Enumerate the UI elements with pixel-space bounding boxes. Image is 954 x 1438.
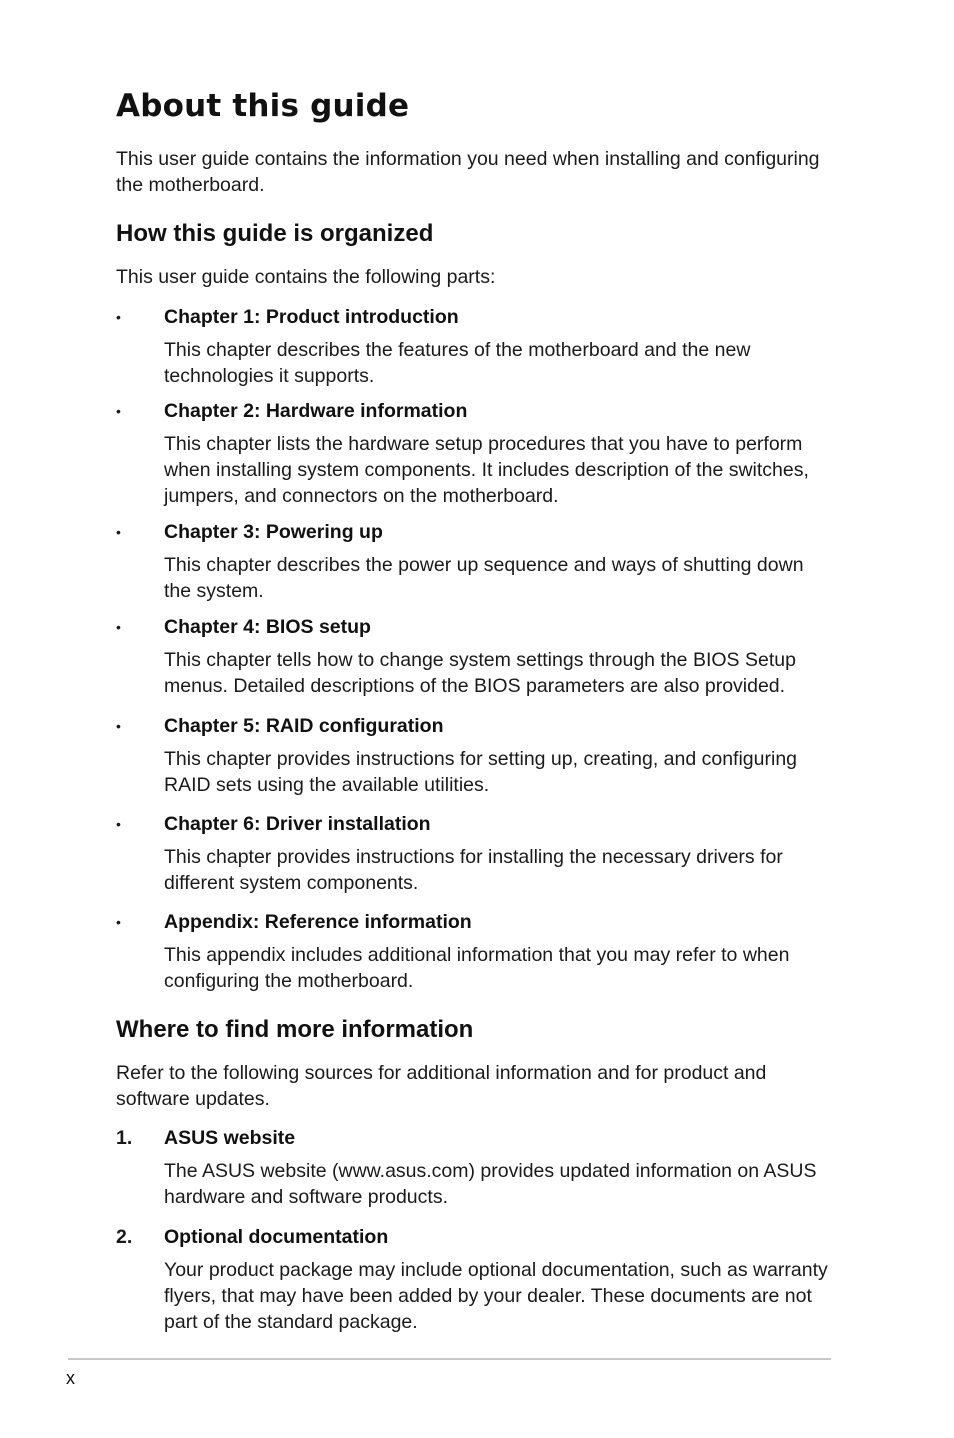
bullet-icon: •: [116, 403, 121, 419]
item-description: This chapter describes the power up sequence and ways of shutting down the system.: [164, 554, 804, 602]
item-title: Optional documentation: [164, 1226, 389, 1248]
item-title: Chapter 5: RAID configuration: [164, 715, 444, 737]
bullet-icon: •: [116, 309, 121, 325]
item-description: Your product package may include optional documentation, such as warranty flyers, that may have been added by your dealer. These documents are not part of the standard package.: [164, 1259, 828, 1333]
footer-divider: [68, 1358, 831, 1360]
bullet-icon: •: [116, 914, 121, 930]
bullet-icon: •: [116, 816, 121, 832]
item-title: Chapter 1: Product introduction: [164, 306, 459, 328]
item-number: 1.: [116, 1127, 133, 1149]
item-description: This chapter describes the features of the motherboard and the new technologies it supports.: [164, 339, 751, 387]
section-heading-organized: How this guide is organized: [116, 220, 434, 247]
item-title: ASUS website: [164, 1127, 296, 1149]
item-description: This chapter provides instructions for installing the necessary drivers for different system components.: [164, 846, 783, 894]
item-title: Appendix: Reference information: [164, 911, 472, 933]
page-number: x: [66, 1368, 75, 1388]
item-description: The ASUS website (www.asus.com) provides updated information on ASUS hardware and software products.: [164, 1160, 817, 1208]
item-title: Chapter 4: BIOS setup: [164, 616, 371, 638]
item-title: Chapter 2: Hardware information: [164, 400, 468, 422]
intro-paragraph: This user guide contains the information you need when installing and configuring the motherboard.: [116, 148, 820, 196]
item-title: Chapter 6: Driver installation: [164, 813, 431, 835]
item-title: Chapter 3: Powering up: [164, 521, 383, 543]
bullet-icon: •: [116, 718, 121, 734]
more-info-lead: Refer to the following sources for additional information and for product and software updates.: [116, 1062, 767, 1110]
item-number: 2.: [116, 1226, 133, 1248]
section-heading-more-info: Where to find more information: [116, 1016, 474, 1043]
item-description: This chapter tells how to change system settings through the BIOS Setup menus. Detailed descriptions of the BIOS parameters are also provided.: [164, 649, 796, 697]
bullet-icon: •: [116, 619, 121, 635]
item-description: This appendix includes additional information that you may refer to when configuring the motherboard.: [164, 944, 790, 992]
organized-lead: This user guide contains the following parts:: [116, 266, 496, 288]
page-title: About this guide: [116, 88, 410, 124]
bullet-icon: •: [116, 524, 121, 540]
item-description: This chapter lists the hardware setup procedures that you have to perform when installing system components. It includes description of the switches, jumpers, and connectors on the motherboard.: [164, 433, 809, 507]
item-description: This chapter provides instructions for setting up, creating, and configuring RAID sets using the available utilities.: [164, 748, 798, 796]
